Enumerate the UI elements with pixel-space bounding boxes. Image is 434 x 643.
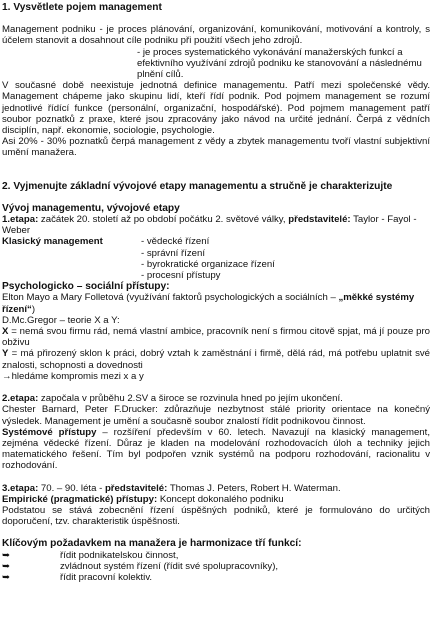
etapa-2-paragraph: Chester Barnard, Peter F.Drucker: zdůrazňuje nezbytnost stálé priority orientace na konečný výsledek. Management je umění a současně soubor znalostí řídit podnikovou činnost. [2,404,430,427]
classic-management-block [2,236,430,247]
mcgregor-line: D.Mc.Gregor – teorie X a Y: [2,314,120,326]
arrow-bullet-icon: ➥ [2,549,11,561]
list-item: ➥ řídit podnikatelskou činnost, [2,549,179,561]
arrow-bullet-icon: ➥ [2,560,11,572]
etapa-1-label: 1.etapa: [2,214,39,226]
list-item: ➥ zvládnout systém řízení (řídit své spolupracovníky), [2,560,279,572]
theory-y: Y = má přirozený sklon k práci, dobrý vztah k zaměstnání i firmě, dělá rád, má potřebu uplatnit své znalosti, schopnosti a dovednosti [2,348,430,371]
empiricke-line: Empirické (pragmatické) přístupy: Koncept dokonalého podniku [2,493,284,505]
development-subheading: Vývoj managementu, vývojové etapy [2,202,180,214]
management-paragraph: V současné době neexistuje jednotná definice managementu. Patří mezi společenské vědy. Management chápeme jako skupinu lidí, kteří řídí podnik. Pod pojmem management se rozumí jednotlivé řídící funkce (personální, organizační, hospodářské). Pod pojmem management patří soubor poznatků z praxe, které jsou zpracovány jako návod na určité jednání. Čerpá z vědních disciplín, např. ekonomie, sociologie, psychologie. [2,80,430,137]
document-page [2,2,430,583]
management-definition-1: Management podniku - je proces plánování, organizování, komunikování, motivování a kontroly, s účelem stanovit a dosahnout cíle podniku při použití všech jeho zdrojů. [2,24,430,47]
list-item: - byrokratické organizace řízení [141,258,275,270]
key-requirement-heading: Klíčovým požadavkem na manažera je harmonizace tří funkcí: [2,538,302,550]
list-item: ➥ řídit pracovní kolektiv. [2,571,153,583]
etapa-3-line: 3.etapa: 70. – 90. léta - představitelé: Thomas J. Peters, Robert H. Waterman. [2,482,341,494]
classic-management-label: Klasický management [2,236,103,248]
etapa-1-line: 1.etapa: začátek 20. století až po období počátku 2. světové války, představitelé: Taylor - Fayol - Weber [2,214,417,237]
psych-social-text: Elton Mayo a Mary Folletová (využívání faktorů psychologických a sociálních – „měkké systémy řízení“) [2,292,415,315]
management-definition-2a: - je proces systematického vykonávání manažerských funkcí a efektivního využívání zdrojů podniku ke stanovování a následnému plnění cílů. [137,46,422,81]
psych-social-heading: Psychologicko – sociální přístupy: [2,281,170,293]
empiricke-paragraph: Podstatou se stává zobecnění řízení úspěšných podniků, které je formulováno do určitých doporučení, tzv. charakteristik úspěšnosti. [2,504,430,528]
theory-x: X = nemá svou firmu rád, nemá vlastní ambice, pracovník není s firmou citově spjat, má jí pouze pro obživu [2,326,430,349]
list-item: - procesní přístupy [141,270,221,282]
section-2-heading: 2. Vyjmenujte základní vývojové etapy managementu a stručně je charakterizujte [2,180,393,192]
list-item: - správní řízení [141,247,205,259]
section-1-heading: 1. Vysvětlete pojem management [2,2,162,13]
management-science-ratio: Asi 20% - 30% poznatků čerpá management z vědy a zbytek managementu tvoří vlastní subjektivní umění manažera. [2,136,430,159]
etapa-2-line: 2.etapa: započala v průběhu 2.SV a široce se rozvinula hned po jejím ukončení. [2,393,343,405]
compromise-line: →hledáme kompromis mezi x a y [2,370,144,382]
arrow-bullet-icon: ➥ [2,571,11,583]
systemove-pristupy: Systémové přístupy – rozšíření především v 60. letech. Navazují na klasický management, zejména vědecké řízení. Důraz je kladen na modelování rozhodovacích úloh a techniky jejich matematického řešení. Tím byl podpořen vznik systémů na podporu rozhodování, racionalitu v rozhodování. [2,426,430,472]
list-item: - vědecké řízení [141,236,210,248]
